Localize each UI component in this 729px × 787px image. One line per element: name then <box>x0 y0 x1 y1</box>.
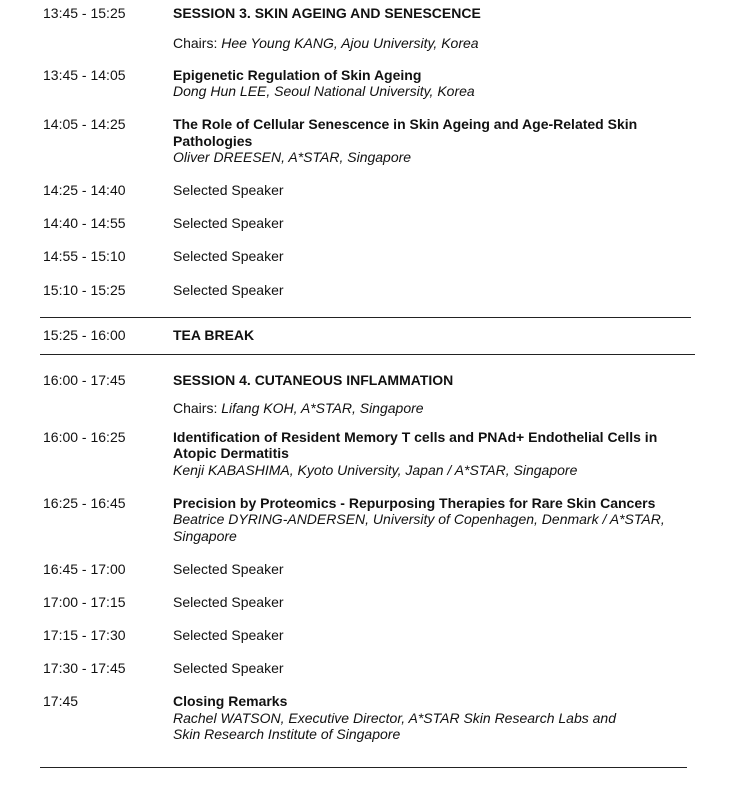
selected-speaker: Selected Speaker <box>173 561 284 577</box>
talk-title: The Role of Cellular Senescence in Skin Ageing and Age-Related Skin <box>173 116 638 132</box>
session-title: SESSION 3. SKIN AGEING AND SENESCENCE <box>173 5 481 21</box>
slot-time: 14:25 - 14:40 <box>43 182 126 198</box>
selected-speaker: Selected Speaker <box>173 282 284 298</box>
closing-speaker: Rachel WATSON, Executive Director, A*STAR Skin Research Labs and <box>173 710 616 726</box>
chairs-names: Lifang KOH, A*STAR, Singapore <box>221 400 424 416</box>
slot-time: 17:15 - 17:30 <box>43 627 126 643</box>
chairs-label: Chairs: <box>173 400 222 416</box>
slot-time: 17:30 - 17:45 <box>43 660 126 676</box>
divider <box>40 317 691 318</box>
talk-title: Identification of Resident Memory T cells and PNAd+ Endothelial Cells in <box>173 429 658 445</box>
chairs-names: Hee Young KANG, Ajou University, Korea <box>221 35 479 51</box>
session-title: SESSION 4. CUTANEOUS INFLAMMATION <box>173 372 454 388</box>
selected-speaker: Selected Speaker <box>173 627 284 643</box>
talk-title: Epigenetic Regulation of Skin Ageing <box>173 67 422 83</box>
closing-time: 17:45 <box>43 693 79 709</box>
session-time: 13:45 - 15:25 <box>43 5 126 21</box>
chairs-label: Chairs: <box>173 35 222 51</box>
talk-title-cont: Pathologies <box>173 133 253 149</box>
selected-speaker: Selected Speaker <box>173 594 284 610</box>
break-time: 15:25 - 16:00 <box>43 327 126 343</box>
talk-time: 14:05 - 14:25 <box>43 116 126 132</box>
talk-speaker: Dong Hun LEE, Seoul National University, Korea <box>173 83 475 99</box>
divider <box>40 354 695 355</box>
slot-time: 17:00 - 17:15 <box>43 594 126 610</box>
selected-speaker: Selected Speaker <box>173 182 284 198</box>
divider <box>40 767 687 768</box>
slot-time: 16:45 - 17:00 <box>43 561 126 577</box>
talk-time: 16:25 - 16:45 <box>43 495 126 511</box>
closing-speaker-cont: Skin Research Institute of Singapore <box>173 726 401 742</box>
talk-speaker: Kenji KABASHIMA, Kyoto University, Japan / A*STAR, Singapore <box>173 462 578 478</box>
selected-speaker: Selected Speaker <box>173 248 284 264</box>
session-time: 16:00 - 17:45 <box>43 372 126 388</box>
selected-speaker: Selected Speaker <box>173 215 284 231</box>
talk-time: 16:00 - 16:25 <box>43 429 126 445</box>
talk-speaker-cont: Singapore <box>173 528 237 544</box>
slot-time: 14:55 - 15:10 <box>43 248 126 264</box>
selected-speaker: Selected Speaker <box>173 660 284 676</box>
closing-title: Closing Remarks <box>173 693 288 709</box>
slot-time: 15:10 - 15:25 <box>43 282 126 298</box>
talk-speaker: Oliver DREESEN, A*STAR, Singapore <box>173 149 412 165</box>
session-chairs <box>173 35 479 52</box>
talk-title-cont: Atopic Dermatitis <box>173 445 289 461</box>
slot-time: 14:40 - 14:55 <box>43 215 126 231</box>
break-title: TEA BREAK <box>173 327 255 343</box>
talk-title: Precision by Proteomics - Repurposing Therapies for Rare Skin Cancers <box>173 495 656 511</box>
talk-speaker: Beatrice DYRING-ANDERSEN, University of Copenhagen, Denmark / A*STAR, <box>173 511 665 527</box>
talk-time: 13:45 - 14:05 <box>43 67 126 83</box>
session-chairs <box>173 400 424 417</box>
